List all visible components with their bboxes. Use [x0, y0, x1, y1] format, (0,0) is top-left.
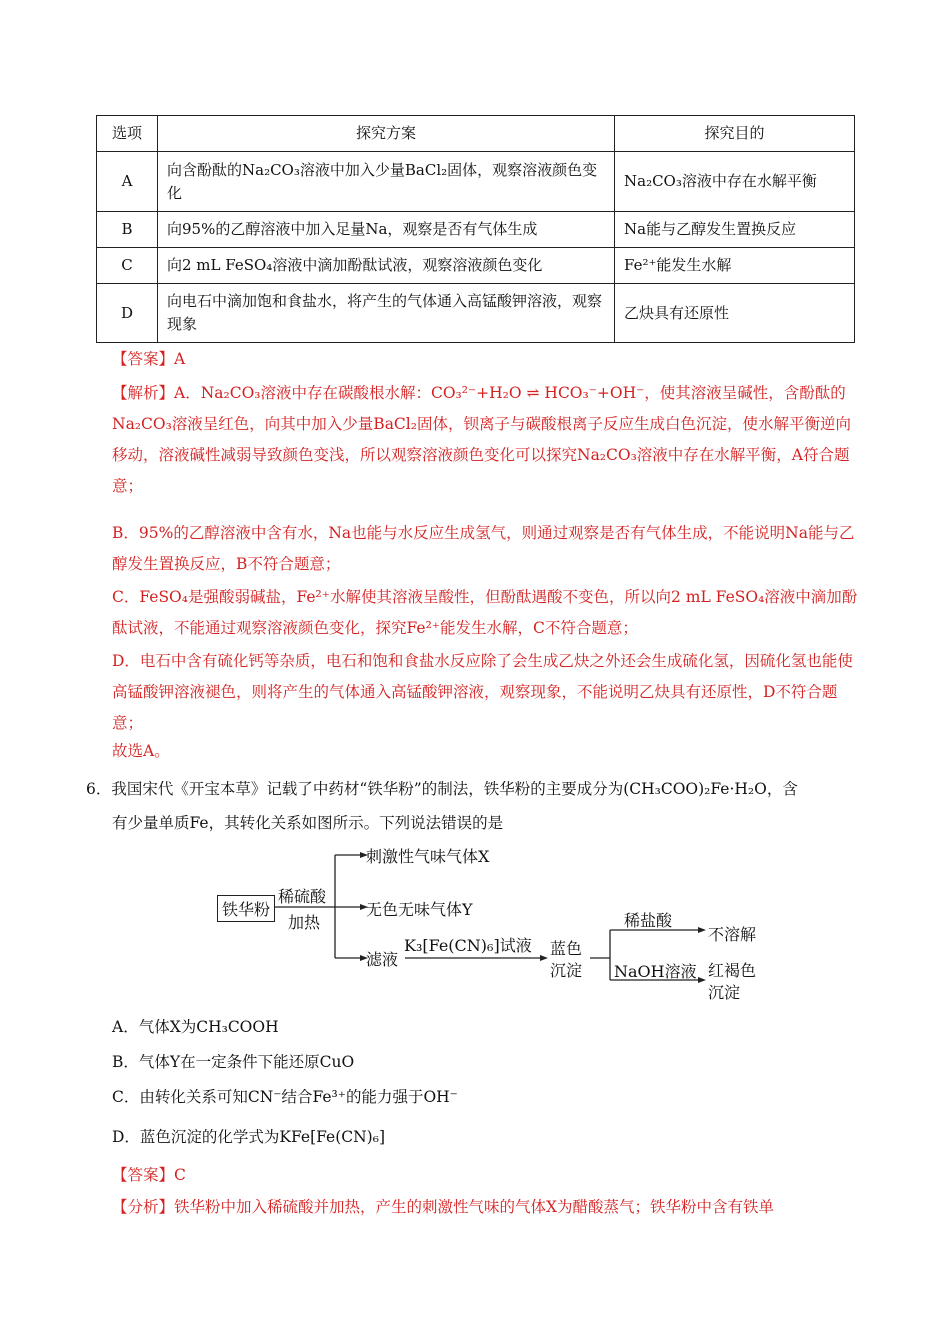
goal-cell: 乙炔具有还原性 — [615, 284, 855, 343]
q5-analysis-d: D．电石中含有硫化钙等杂质，电石和饱和食盐水反应除了会生成乙炔之外还会生成硫化氢，因硫化氢也能使高锰酸钾溶液褪色，则将产生的气体通入高锰酸钾溶液，观察现象，不能说明乙炔具有还原性，D不符合题意； — [112, 652, 853, 732]
diagram-arrows — [200, 840, 780, 1010]
plan-cell: 向含酚酞的Na₂CO₃溶液中加入少量BaCl₂固体，观察溶液颜色变化 — [158, 152, 615, 212]
q6-option-a: A．气体X为CH₃COOH — [112, 1018, 279, 1036]
table-row — [97, 152, 855, 212]
red-brown-label-1: 红褐色 — [708, 961, 757, 980]
table-header: 选项 — [97, 116, 158, 152]
dilute-hcl-label: 稀盐酸 — [624, 911, 673, 930]
q5-answer: 【答案】A — [112, 350, 186, 368]
reagent-label: K₃[Fe(CN)₆]试液 — [404, 936, 532, 955]
table-header: 探究目的 — [615, 116, 855, 152]
q6-option-c: C．由转化关系可知CN⁻结合Fe³⁺的能力强于OH⁻ — [112, 1088, 458, 1106]
q6-option-b: B．气体Y在一定条件下能还原CuO — [112, 1053, 355, 1071]
plan-cell: 向95%的乙醇溶液中加入足量Na，观察是否有气体生成 — [158, 212, 615, 248]
q5-analysis-c: C．FeSO₄是强酸弱碱盐，Fe²⁺水解使其溶液呈酸性，但酚酞遇酸不变色，所以向2 mL FeSO₄溶液中滴加酚酞试液，不能通过观察溶液颜色变化，探究Fe²⁺能发生水解，C不符合题意； — [112, 588, 858, 637]
q5-analysis-a: 【解析】A．Na₂CO₃溶液中存在碳酸根水解：CO₃²⁻+H₂O ⇌ HCO₃⁻+OH⁻，使其溶液呈碱性，含酚酞的Na₂CO₃溶液呈红色，向其中加入少量BaCl₂固体，钡离子与碳酸根离子反应生成白色沉淀，使水解平衡逆向移动，溶液碱性减弱导致颜色变浅，所以观察溶液颜色变化可以探究Na₂CO₃溶液中存在水解平衡，A符合题意； — [112, 384, 851, 495]
q6-analysis: 【分析】铁华粉中加入稀硫酸并加热，产生的刺激性气味的气体X为醋酸蒸气；铁华粉中含有铁单 — [112, 1198, 775, 1216]
table-row — [97, 284, 855, 343]
table-header: 探究方案 — [158, 116, 615, 152]
option-cell: A — [97, 152, 158, 212]
q6-stem-line1: 6．我国宋代《开宝本草》记载了中药材“铁华粉”的制法，铁华粉的主要成分为(CH₃COO)₂Fe·H₂O，含 — [86, 780, 798, 798]
table-row — [97, 212, 855, 248]
options-table — [96, 115, 855, 343]
goal-cell: Fe²⁺能发生水解 — [615, 248, 855, 284]
q5-analysis-b: B．95%的乙醇溶液中含有水，Na也能与水反应生成氢气，则通过观察是否有气体生成，不能说明Na能与乙醇发生置换反应，B不符合题意； — [112, 524, 855, 573]
q6-stem-line2: 有少量单质Fe，其转化关系如图所示。下列说法错误的是 — [112, 814, 504, 832]
q6-answer: 【答案】C — [112, 1166, 186, 1184]
naoh-solution-label: NaOH溶液 — [614, 962, 697, 981]
dilute-sulfuric-acid-label: 稀硫酸 — [278, 887, 327, 906]
goal-cell: Na能与乙醇发生置换反应 — [615, 212, 855, 248]
red-brown-label-2: 沉淀 — [708, 983, 741, 1002]
table-header-row — [97, 116, 855, 152]
gas-y-label: 无色无味气体Y — [366, 900, 473, 919]
q5-conclusion: 故选A。 — [112, 742, 170, 760]
blue-precipitate-label-1: 蓝色 — [550, 939, 583, 958]
filtrate-label: 滤液 — [366, 950, 399, 969]
insoluble-label: 不溶解 — [708, 925, 757, 944]
option-cell: B — [97, 212, 158, 248]
q6-option-d: D．蓝色沉淀的化学式为KFe[Fe(CN)₆] — [112, 1128, 385, 1146]
goal-cell: Na₂CO₃溶液中存在水解平衡 — [615, 152, 855, 212]
plan-cell: 向2 mL FeSO₄溶液中滴加酚酞试液，观察溶液颜色变化 — [158, 248, 615, 284]
option-cell: D — [97, 284, 158, 343]
iron-powder-box: 铁华粉 — [217, 895, 275, 922]
heating-label: 加热 — [288, 913, 321, 932]
plan-cell: 向电石中滴加饱和食盐水，将产生的气体通入高锰酸钾溶液，观察现象 — [158, 284, 615, 343]
table-row — [97, 248, 855, 284]
conversion-diagram — [200, 840, 780, 1010]
option-cell: C — [97, 248, 158, 284]
gas-x-label: 刺激性气味气体X — [366, 847, 490, 866]
blue-precipitate-label-2: 沉淀 — [550, 961, 583, 980]
